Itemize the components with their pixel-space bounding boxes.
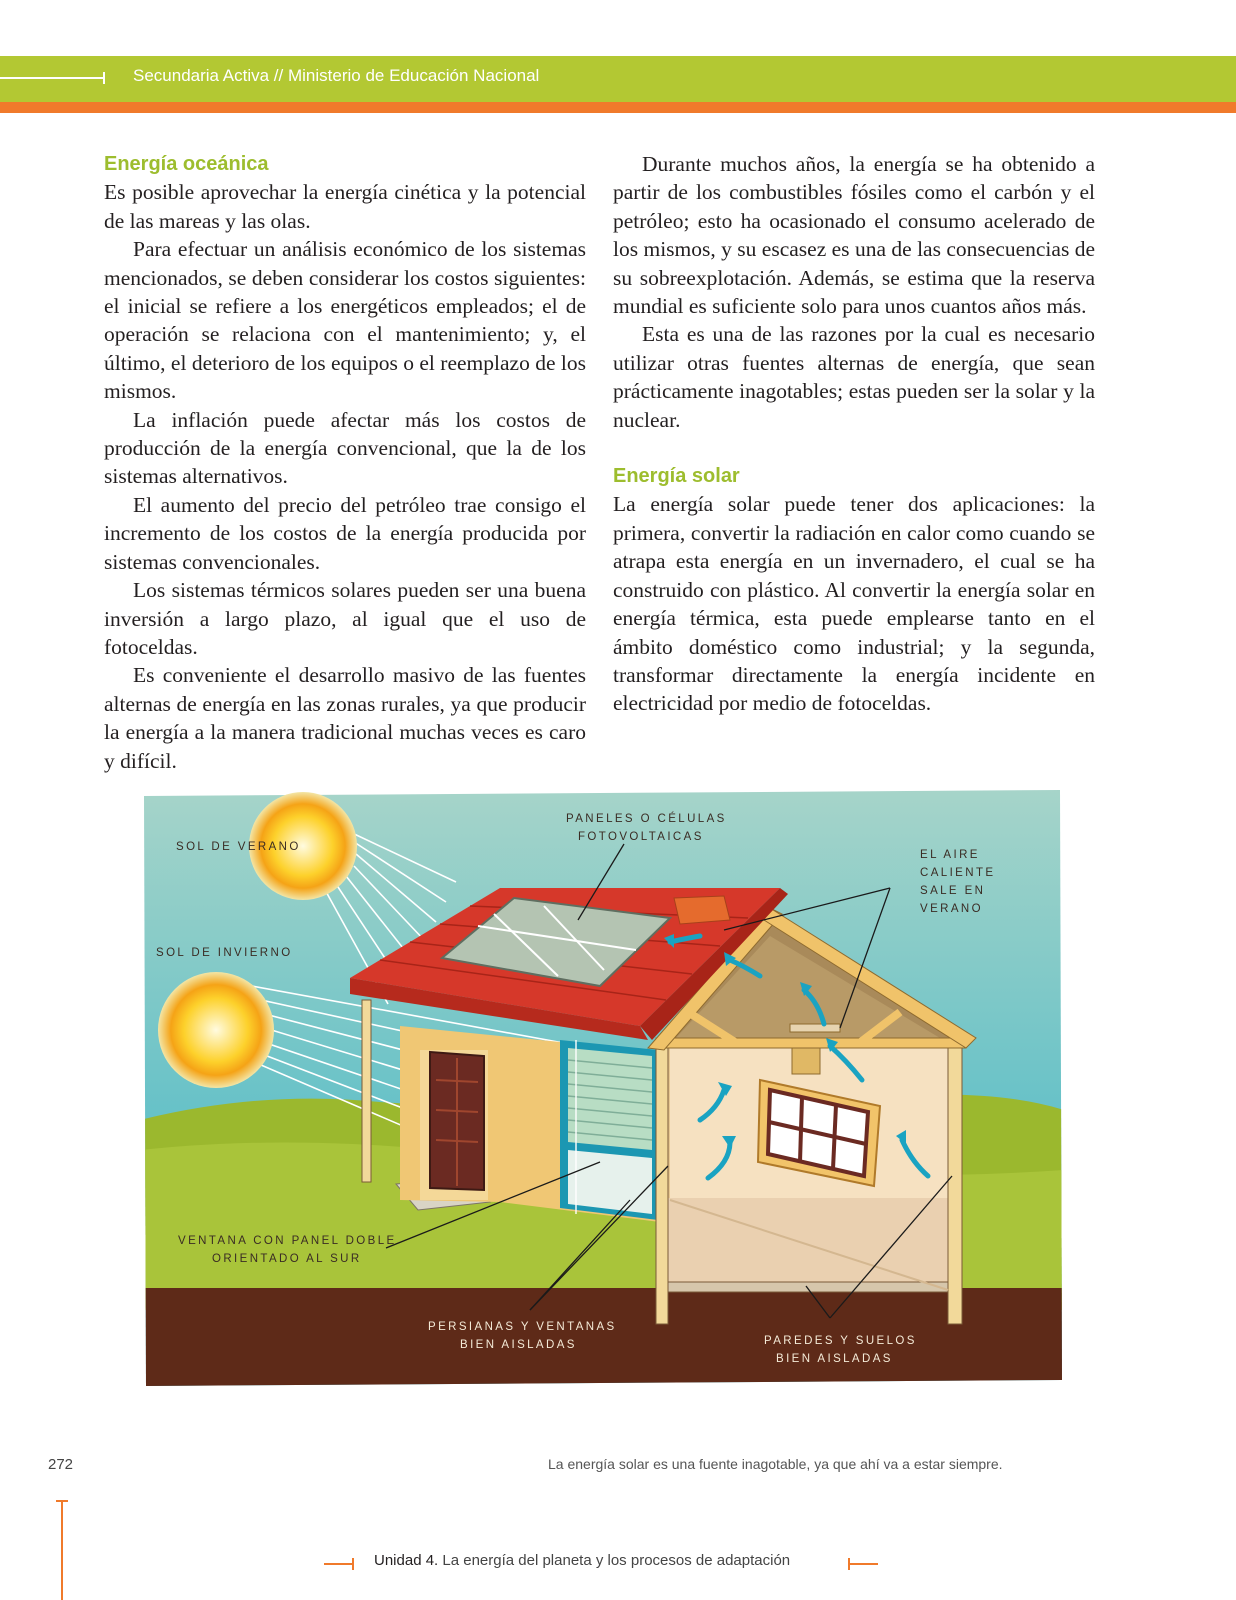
label-ventana-2: ORIENTADO AL SUR <box>212 1253 362 1265</box>
paragraph: Es posible aprovechar la energía cinética y la potencial de las mareas y las olas. <box>104 180 586 233</box>
page-number: 272 <box>48 1456 74 1473</box>
label-ventana-1: VENTANA CON PANEL DOBLE <box>178 1235 397 1247</box>
header-rule <box>0 77 104 79</box>
footer-rule-right <box>848 1563 878 1565</box>
left-column <box>104 150 586 775</box>
figure-caption: La energía solar es una fuente inagotable, ya que ahí va a estar siempre. <box>548 1456 1003 1472</box>
header-orange-stripe <box>0 102 1236 113</box>
center-post <box>656 1044 668 1324</box>
solar-house-illustration <box>140 790 1064 1406</box>
label-persianas-1: PERSIANAS Y VENTANAS <box>428 1321 617 1333</box>
porch-post <box>362 1000 371 1182</box>
paragraph: Durante muchos años, la energía se ha obtenido a partir de los combustibles fósiles como el carbón y el petróleo; esto ha ocasionado el consumo acelerado de los mismos, y su escasez es una de las consecuencias de su sobreexplotación. Además, se estima que la reserva mundial es suficiente solo para unos cuantos años más. <box>613 152 1095 319</box>
label-paredes-1: PAREDES Y SUELOS <box>764 1335 917 1347</box>
paragraph: La inflación puede afectar más los costos de producción de la energía convencional, que la de los sistemas alternativos. <box>104 407 586 489</box>
illustration-svg <box>140 790 1064 1406</box>
label-persianas-2: BIEN AISLADAS <box>460 1339 577 1351</box>
label-aire-3: SALE EN <box>920 885 986 897</box>
header-title: Secundaria Activa // Ministerio de Educación Nacional <box>133 66 540 85</box>
right-post <box>948 1044 962 1324</box>
footer-text <box>374 1552 790 1569</box>
paragraph: Los sistemas térmicos solares pueden ser una buena inversión a largo plazo, al igual que el uso de fotoceldas. <box>104 578 586 659</box>
winter-sun-icon <box>158 972 274 1088</box>
footer-unit: Unidad 4. <box>374 1552 439 1569</box>
paragraph: La energía solar puede tener dos aplicaciones: la primera, convertir la radiación en calor como cuando se atrapa esta energía en un invernadero, el cual se ha construido con plástico. Al convertir la energía solar en energía térmica, esta puede emplearse tanto en el ámbito doméstico como industrial; y la segunda, transformar directamente la energía incidente en electricidad por medio de fotoceldas. <box>613 492 1095 716</box>
margin-bar-tick <box>56 1500 68 1502</box>
label-aire-1: EL AIRE <box>920 849 980 861</box>
paragraph: Es conveniente el desarrollo masivo de las fuentes alternas de energía en las zonas rurales, ya que producir la energía a la manera tradicional muchas veces es caro y difícil. <box>104 663 586 773</box>
label-sol-verano: SOL DE VERANO <box>176 841 301 853</box>
label-sol-invierno: SOL DE INVIERNO <box>156 947 293 959</box>
label-aire-2: CALIENTE <box>920 867 996 879</box>
right-column <box>613 150 1095 718</box>
roof-vent <box>674 896 730 924</box>
ceiling-beam <box>656 1038 966 1048</box>
window-glass <box>568 1150 652 1214</box>
soil <box>140 1288 1064 1406</box>
label-paneles-2: FOTOVOLTAICAS <box>578 831 704 843</box>
label-paredes-2: BIEN AISLADAS <box>776 1353 893 1365</box>
paragraph: Para efectuar un análisis económico de los sistemas mencionados, se deben considerar los costos siguientes: el inicial se refiere a los energéticos empleados; el de operación se relaciona con el mantenimiento; y, el último, el deterioro de los equipos o el reemplazo de los mismos. <box>104 237 586 404</box>
footer-tick-left <box>352 1558 354 1570</box>
section-title-oceanica: Energía oceánica <box>104 153 269 175</box>
footer-rule-left <box>324 1563 354 1565</box>
section-title-solar: Energía solar <box>613 465 740 488</box>
label-paneles-1: PANELES O CÉLULAS <box>566 813 727 825</box>
footer-title: La energía del planeta y los procesos de adaptación <box>438 1552 791 1569</box>
section-gap <box>613 434 1095 462</box>
margin-bar <box>61 1500 63 1600</box>
paragraph: El aumento del precio del petróleo trae consigo el incremento de los costos de la energía producida por sistemas convencionales. <box>104 492 586 574</box>
footer <box>0 1552 1236 1576</box>
ceiling-vent <box>790 1024 840 1032</box>
paragraph: Esta es una de las razones por la cual es necesario utilizar otras fuentes alternas de energía, que sean prácticamente inagotables; estas pueden ser la solar y la nuclear. <box>613 322 1095 432</box>
label-aire-4: VERANO <box>920 903 983 915</box>
header-rule-tick <box>103 72 105 84</box>
